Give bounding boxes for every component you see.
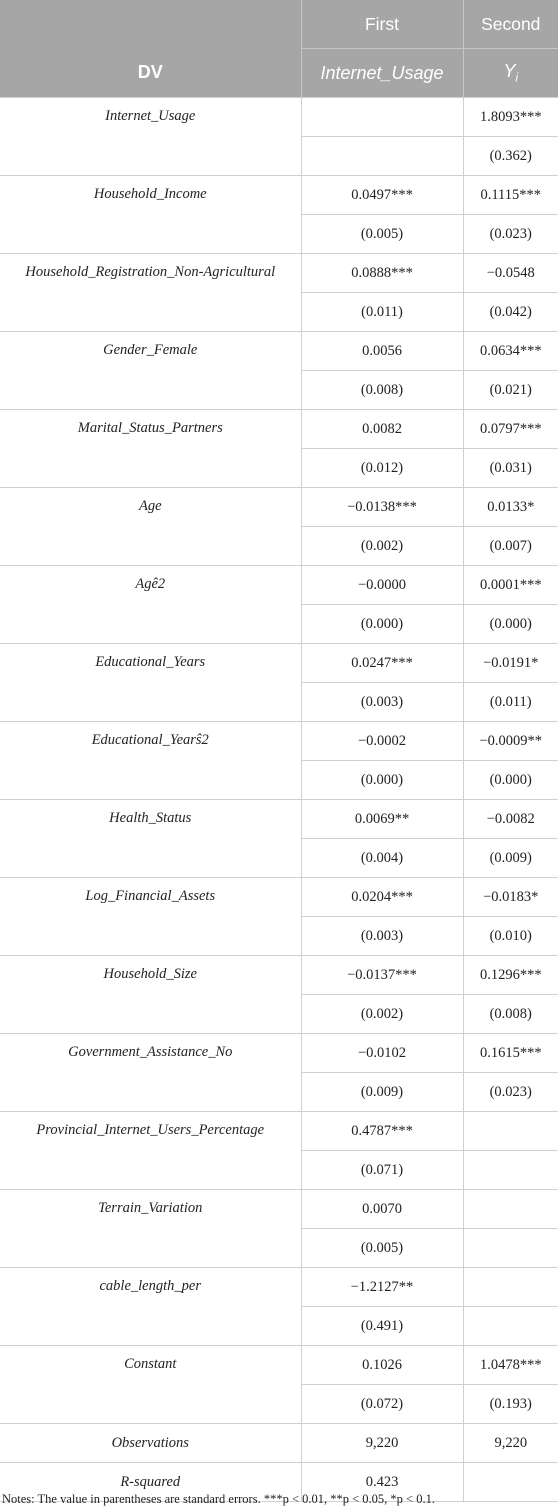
second-stage-se: (0.193)	[463, 1385, 558, 1424]
variable-name: Internet_Usage	[0, 98, 301, 176]
header-dv-first: Internet_Usage	[301, 49, 463, 98]
stats-row	[0, 1424, 558, 1463]
variable-name: cable_length_per	[0, 1268, 301, 1346]
table-row	[0, 254, 558, 293]
first-stage-se: (0.004)	[301, 839, 463, 878]
header-dv-second	[463, 49, 558, 98]
first-stage-se	[301, 137, 463, 176]
table-row	[0, 800, 558, 839]
second-stage-se	[463, 1151, 558, 1190]
second-stage-se: (0.000)	[463, 761, 558, 800]
second-stage-se	[463, 1229, 558, 1268]
first-stage-se: (0.000)	[301, 761, 463, 800]
header-row-stage	[0, 0, 558, 49]
second-stage-coef: 0.1115***	[463, 176, 558, 215]
stat-first: 9,220	[301, 1424, 463, 1463]
variable-name: Educational_Yearŝ2	[0, 722, 301, 800]
first-stage-se: (0.003)	[301, 683, 463, 722]
second-stage-coef	[463, 1112, 558, 1151]
second-stage-se: (0.042)	[463, 293, 558, 332]
first-stage-se: (0.003)	[301, 917, 463, 956]
variable-name: Government_Assistance_No	[0, 1034, 301, 1112]
table-header	[0, 0, 558, 98]
second-stage-coef: 1.8093***	[463, 98, 558, 137]
table-row	[0, 878, 558, 917]
first-stage-coef	[301, 98, 463, 137]
stat-name: Observations	[0, 1424, 301, 1463]
second-stage-coef: −0.0082	[463, 800, 558, 839]
table-row	[0, 332, 558, 371]
header-dv-second-sub: i	[515, 71, 519, 85]
variable-name: Log_Financial_Assets	[0, 878, 301, 956]
first-stage-coef: −0.0002	[301, 722, 463, 761]
first-stage-coef: −0.0102	[301, 1034, 463, 1073]
second-stage-coef: 0.1615***	[463, 1034, 558, 1073]
table-row	[0, 1268, 558, 1307]
second-stage-coef: −0.0548	[463, 254, 558, 293]
table-row	[0, 1034, 558, 1073]
first-stage-coef: −1.2127**	[301, 1268, 463, 1307]
header-dv-second-base: Y	[503, 61, 516, 82]
second-stage-coef	[463, 1268, 558, 1307]
second-stage-se	[463, 1307, 558, 1346]
variable-name: Health_Status	[0, 800, 301, 878]
first-stage-se: (0.491)	[301, 1307, 463, 1346]
first-stage-coef: 0.0056	[301, 332, 463, 371]
variable-name: Educational_Years	[0, 644, 301, 722]
first-stage-se: (0.002)	[301, 995, 463, 1034]
table-row	[0, 566, 558, 605]
first-stage-coef: 0.0888***	[301, 254, 463, 293]
second-stage-coef: 0.0797***	[463, 410, 558, 449]
first-stage-coef: −0.0138***	[301, 488, 463, 527]
second-stage-se: (0.023)	[463, 215, 558, 254]
table-row	[0, 956, 558, 995]
second-stage-se: (0.031)	[463, 449, 558, 488]
header-second-stage: Second	[463, 0, 558, 49]
table-row	[0, 1346, 558, 1385]
second-stage-se: (0.007)	[463, 527, 558, 566]
header-first-stage: First	[301, 0, 463, 49]
second-stage-coef: −0.0191*	[463, 644, 558, 683]
second-stage-coef: 0.0133*	[463, 488, 558, 527]
first-stage-coef: 0.0204***	[301, 878, 463, 917]
stat-first: 0.423	[301, 1463, 463, 1502]
second-stage-se: (0.021)	[463, 371, 558, 410]
variable-name: Gender_Female	[0, 332, 301, 410]
first-stage-se: (0.000)	[301, 605, 463, 644]
first-stage-coef: −0.0137***	[301, 956, 463, 995]
second-stage-coef: 0.1296***	[463, 956, 558, 995]
second-stage-se: (0.011)	[463, 683, 558, 722]
stat-name: R-squared	[0, 1463, 301, 1502]
table-row	[0, 1112, 558, 1151]
first-stage-coef: 0.0247***	[301, 644, 463, 683]
variable-name: Household_Income	[0, 176, 301, 254]
second-stage-coef	[463, 1190, 558, 1229]
first-stage-coef: −0.0000	[301, 566, 463, 605]
first-stage-se: (0.009)	[301, 1073, 463, 1112]
variable-name: Household_Size	[0, 956, 301, 1034]
table-row	[0, 722, 558, 761]
first-stage-se: (0.005)	[301, 1229, 463, 1268]
first-stage-se: (0.011)	[301, 293, 463, 332]
second-stage-se: (0.362)	[463, 137, 558, 176]
second-stage-coef: 0.0634***	[463, 332, 558, 371]
first-stage-coef: 0.4787***	[301, 1112, 463, 1151]
second-stage-se: (0.009)	[463, 839, 558, 878]
variable-name: Marital_Status_Partners	[0, 410, 301, 488]
table-row	[0, 98, 558, 137]
header-dv-label: DV	[0, 49, 301, 98]
variable-name: Constant	[0, 1346, 301, 1424]
table-body	[0, 98, 558, 1502]
second-stage-se: (0.008)	[463, 995, 558, 1034]
variable-name: Terrain_Variation	[0, 1190, 301, 1268]
first-stage-coef: 0.0497***	[301, 176, 463, 215]
first-stage-se: (0.071)	[301, 1151, 463, 1190]
variable-name: Agê2	[0, 566, 301, 644]
second-stage-coef: −0.0183*	[463, 878, 558, 917]
variable-name: Household_Registration_Non-Agricultural	[0, 254, 301, 332]
table-row	[0, 410, 558, 449]
first-stage-se: (0.008)	[301, 371, 463, 410]
variable-name: Age	[0, 488, 301, 566]
first-stage-se: (0.002)	[301, 527, 463, 566]
first-stage-coef: 0.0070	[301, 1190, 463, 1229]
first-stage-coef: 0.1026	[301, 1346, 463, 1385]
table-notes: Notes: The value in parentheses are standard errors. ***p < 0.01, **p < 0.05, *p < 0.1.	[2, 1492, 435, 1506]
first-stage-se: (0.012)	[301, 449, 463, 488]
second-stage-coef: 1.0478***	[463, 1346, 558, 1385]
first-stage-coef: 0.0082	[301, 410, 463, 449]
table-row	[0, 644, 558, 683]
stat-second: 9,220	[463, 1424, 558, 1463]
second-stage-coef: −0.0009**	[463, 722, 558, 761]
second-stage-se: (0.010)	[463, 917, 558, 956]
first-stage-se: (0.005)	[301, 215, 463, 254]
table-row	[0, 176, 558, 215]
first-stage-se: (0.072)	[301, 1385, 463, 1424]
header-row-dv	[0, 49, 558, 98]
header-blank-cell	[0, 0, 301, 49]
table-row	[0, 488, 558, 527]
second-stage-se: (0.000)	[463, 605, 558, 644]
first-stage-coef: 0.0069**	[301, 800, 463, 839]
variable-name: Provincial_Internet_Users_Percentage	[0, 1112, 301, 1190]
second-stage-coef: 0.0001***	[463, 566, 558, 605]
table-row	[0, 1190, 558, 1229]
second-stage-se: (0.023)	[463, 1073, 558, 1112]
